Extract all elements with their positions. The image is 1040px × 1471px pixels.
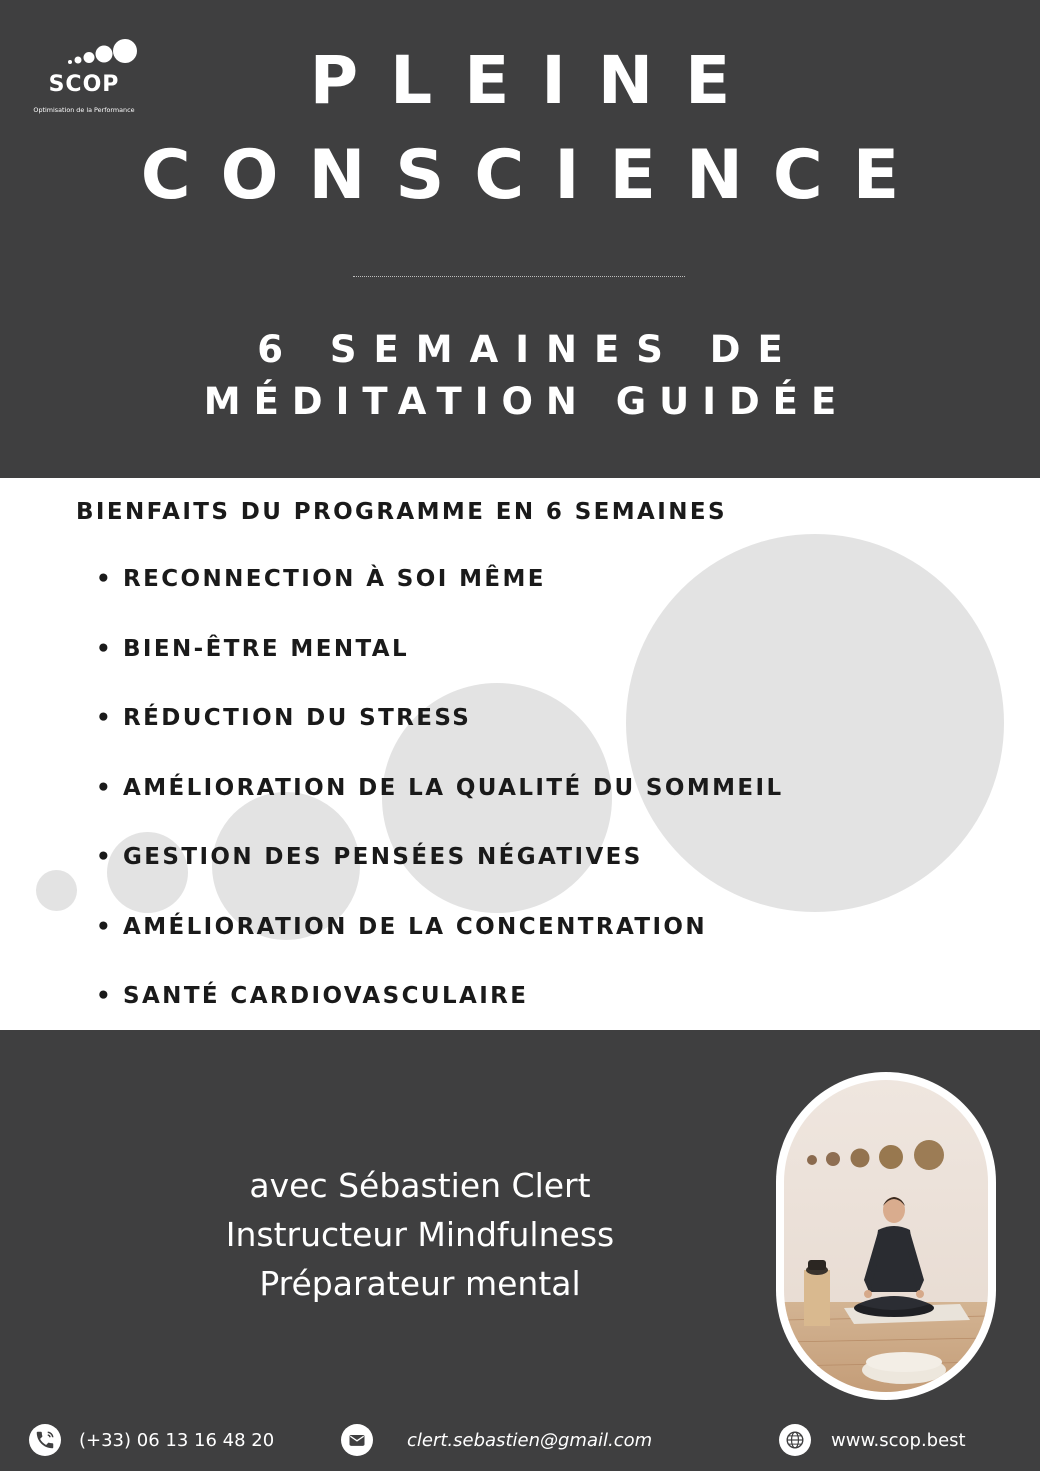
bullet-icon: • [96, 913, 114, 940]
phone-icon [29, 1424, 61, 1456]
bullet-icon: • [96, 566, 114, 592]
title-line-1: PLEINE [309, 42, 763, 119]
logo-name: SCOP [48, 72, 120, 97]
globe-icon [779, 1424, 811, 1456]
benefit-text: GESTION DES PENSÉES NÉGATIVES [123, 844, 643, 870]
instructor-photo [784, 1080, 988, 1392]
benefits-section [0, 478, 1040, 1030]
bullet-icon: • [96, 635, 114, 662]
contact-phone[interactable] [29, 1422, 274, 1458]
instructor-role-2: Préparateur mental [259, 1264, 581, 1303]
benefit-text: SANTÉ CARDIOVASCULAIRE [123, 983, 529, 1009]
email-text: clert.sebastien@gmail.com [407, 1429, 653, 1451]
benefit-text: AMÉLIORATION DE LA QUALITÉ DU SOMMEIL [123, 774, 784, 801]
bullet-icon: • [96, 983, 114, 1009]
logo-tagline: Optimisation de la Performance [33, 106, 135, 114]
benefits-heading: BIENFAITS DU PROGRAMME EN 6 SEMAINES [76, 499, 727, 525]
contact-website[interactable] [779, 1422, 966, 1458]
title-line-2: CONSCIENCE [140, 136, 930, 215]
benefit-text: BIEN-ÊTRE MENTAL [123, 635, 410, 662]
bullet-icon: • [96, 844, 114, 870]
instructor-role: Instructeur Mindfulness [225, 1215, 615, 1254]
decor-circle [626, 534, 1004, 912]
benefit-text: AMÉLIORATION DE LA CONCENTRATION [123, 913, 708, 940]
bullet-icon: • [96, 705, 114, 731]
header-section [0, 0, 1040, 478]
contact-email[interactable] [341, 1422, 652, 1458]
instructor-section [0, 1030, 1040, 1471]
benefit-text: RECONNECTION À SOI MÊME [123, 566, 546, 592]
subtitle-line-2: MÉDITATION GUIDÉE [203, 380, 850, 423]
dotted-divider [353, 276, 685, 277]
subtitle-line-1: 6 SEMAINES DE [257, 328, 800, 371]
benefit-text: RÉDUCTION DU STRESS [123, 705, 472, 731]
envelope-icon [341, 1424, 373, 1456]
instructor-name: avec Sébastien Clert [249, 1166, 591, 1205]
bullet-icon: • [96, 774, 114, 801]
website-text: www.scop.best [831, 1429, 966, 1451]
decor-circle [36, 870, 77, 911]
phone-text: (+33) 06 13 16 48 20 [79, 1429, 275, 1451]
